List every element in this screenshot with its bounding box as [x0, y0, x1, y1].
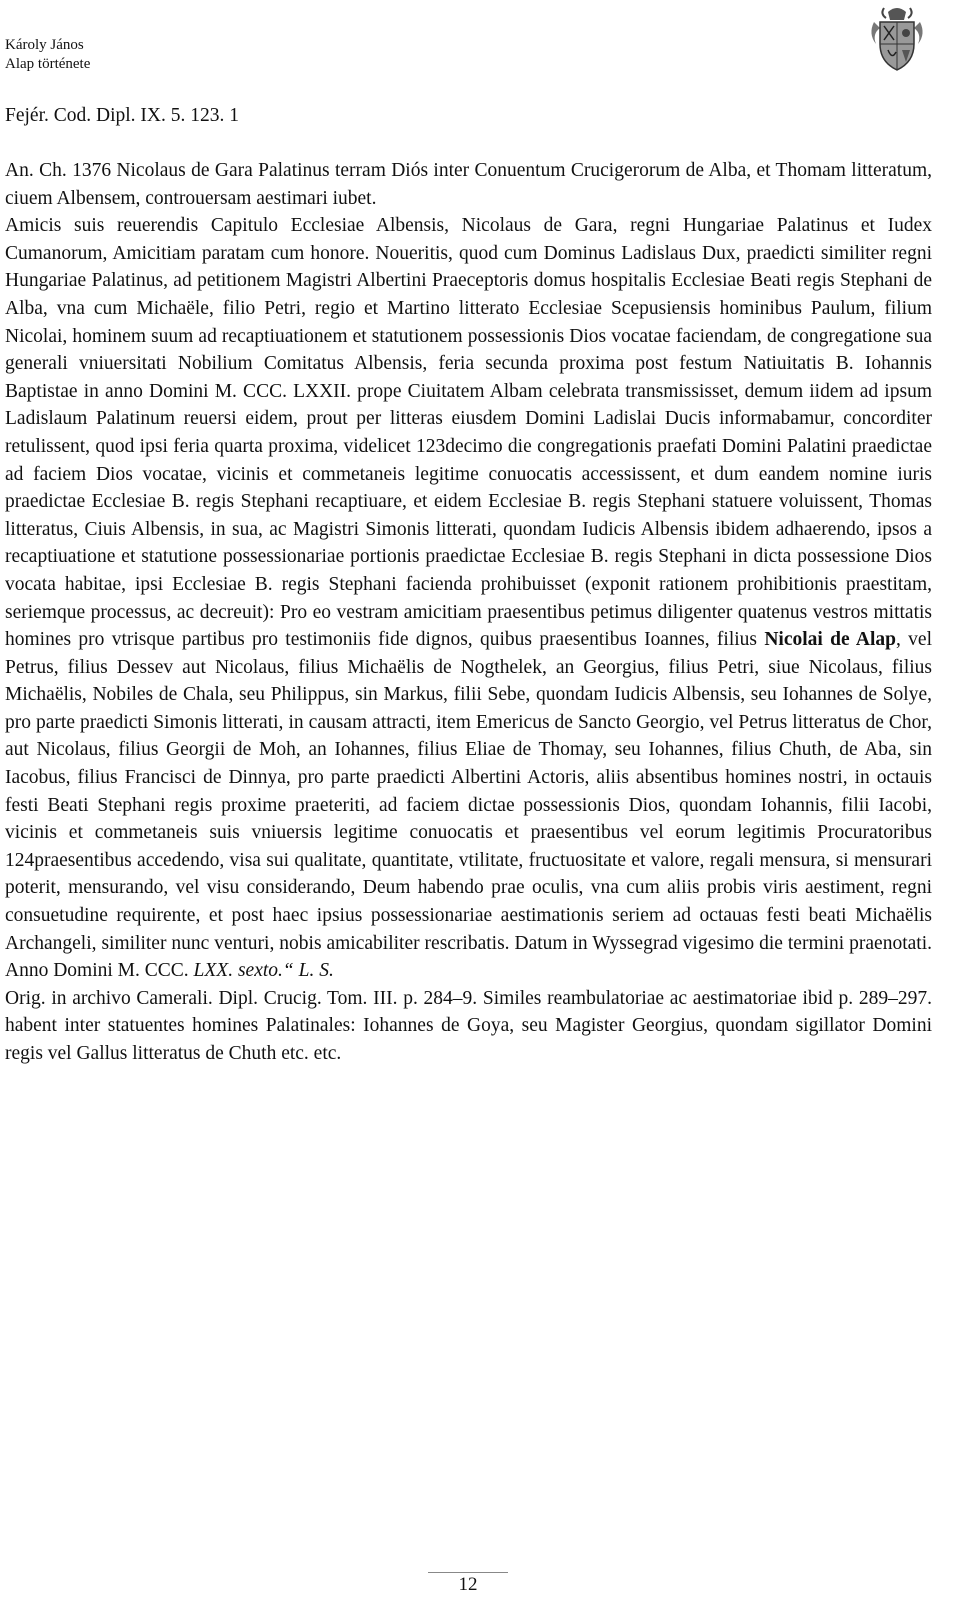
footer-rule — [428, 1572, 508, 1573]
header-author: Károly János — [5, 37, 84, 53]
main-text-italic-ending: LXX. sexto.“ L. S. — [193, 960, 334, 982]
main-text-part-1: Amicis suis reuerendis Capitulo Ecclesiae Albensis, Nicolaus de Gara, regni Hungariae Palatinus et Iudex Cumanorum, Amicitiam paratam cum honore. Noueritis, quod cum Dominus Ladislaus Dux, praedicti similiter regni Hungariae Palatinus, ad petitionem Magistri Albertini Praeceptoris domus hospitalis Ecclesiae Beati regis Stephani de Alba, vna cum Michaële, filio Petri, regio et Martino litterato Ecclesiae Scepusiensis hominibus Paulum, filium Nicolai, hominem suum ad recaptiuationem et statutionem possessionis Dios vocatae faciendam, de congregatione sua generali vniuersitati Nobilium Comitatus Albensis, feria secunda proxima post festum Natiuitatis B. Iohannis Baptistae in anno Domini M. CCC. LXXII. prope Ciuitatem Albam celebrata transmississet, demum iidem ad ipsum Ladislaum Palatinum reuersi eidem, prout per litteras eiusdem Domini Ladislai Ducis informabamur, concorditer retulissent, quod ipsi feria quarta proxima, videlicet 123decimo die congregationis praefati Domini Palatini praedictae ad faciem Dios vocatae, vicinis et commetaneis legitime conuocatis accessissent, et dum eandem nomine iuris praedictae Ecclesiae B. regis Stephani recaptiuare, et eidem Ecclesiae B. regis Stephani statuere voluissent, Thomas litteratus, Ciuis Albensis, in sua, ac Magistri Simonis litterati, quondam Iudicis Albensis ibidem adhaerendo, ipsos a recaptiuatione et statutione possessionariae portionis praedictae Ecclesiae B. regis Stephani in dicta possessione Dios vocata habitae, ipsi Ecclesiae B. regis Stephani facienda prohibuisset (exponit rationem prohibitionis praestitam, seriemque processus, ac decreuit): Pro eo vestram amicitiam praesentibus petimus diligenter quatenus vestros mittatis homines pro vtrisque partibus pro testimoniis fide dignos, quibus praesentibus Ioannes, filius — [5, 215, 932, 651]
source-reference: Fejér. Cod. Dipl. IX. 5. 123. 1 — [5, 105, 239, 126]
document-source-note: Orig. in archivo Camerali. Dipl. Crucig. Tom. III. p. 284–9. Similes reambulatoriae ac aestimatoriae ibid p. 289–297. habent inter statuentes homines Palatinales: Iohannes de Goya, seu Magister Georgius, quondam sigillator Domini regis vel Gallus litteratus de Chuth etc. etc. — [5, 987, 932, 1064]
document-body — [5, 157, 932, 1068]
main-text-part-2: , vel Petrus, filius Dessev aut Nicolaus, filius Michaëlis de Nogthelek, an Georgius, filius Petri, siue Nicolaus, filius Michaëlis, Nobiles de Chala, seu Philippus, sin Markus, filii Sebe, quondam Iudicis Albensis, seu Iohannes de Solye, pro parte praedicti Simonis litterati, in causam attracti, item Emericus de Sancto Georgio, vel Petrus litteratus de Chor, aut Nicolaus, filius Georgii de Moh, an Iohannes, filius Eliae de Thomay, seu Iohannes, filius Chuth, de Aba, sin Iacobus, filius Francisci de Dinnya, pro parte praedicti Albertini Actoris, aliis absentibus homines nostri, in octauis festi Beati Stephani regis proxime praeteriti, ad faciem dictae possessionis Dios, quondam Iohannis, filii Iacobi, vicinis et commetaneis suis vniuersis legitime conuocatis et praesentibus vel eorum legitimis Procuratoribus 124praesentibus accedendo, visa sui qualitate, quantitate, vtilitate, fructuositate et valore, regali mensura, si mensurari poterit, mensurando, vel visu considerando, Deum habendo prae oculis, vna cum aliis probis viris aestiment, regni consuetudine requirente, et post haec ipsius possessionariae aestimationis seriem ad octauas festi beati Michaëlis Archangeli, similiter nunc venturi, nobis amicabiliter rescribatis. Datum in Wyssegrad vigesimo die termini praenotati. Anno Domini M. CCC. — [5, 629, 932, 982]
highlighted-name: Nicolai de Alap — [764, 629, 896, 651]
coat-of-arms-icon — [866, 4, 928, 72]
header-title: Alap története — [5, 56, 91, 72]
page-number: 12 — [458, 1574, 478, 1595]
page-header — [5, 36, 90, 74]
document-main-text — [5, 212, 932, 985]
document-summary: An. Ch. 1376 Nicolaus de Gara Palatinus terram Diós inter Conuentum Crucigerorum de Alba, et Thomam litteratum, ciuem Albensem, controuersam aestimari iubet. — [5, 160, 932, 209]
